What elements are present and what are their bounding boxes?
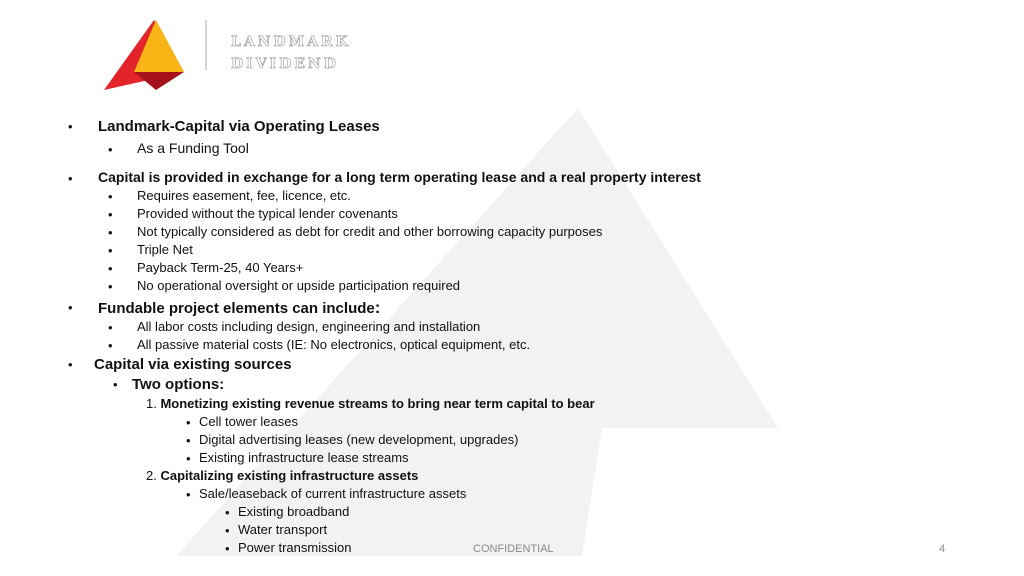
bullet-icon: • (186, 415, 191, 430)
bullet-icon: • (108, 279, 113, 294)
page-number: 4 (939, 543, 946, 555)
bullet-icon: • (108, 243, 113, 258)
option-2-label: Capitalizing existing infrastructure assets (160, 468, 419, 483)
brand-line-2: DIVIDEND (231, 56, 339, 72)
section-2-title: Capital is provided in exchange for a long term operating lease and a real property interest (98, 169, 701, 185)
bullet-icon: • (68, 119, 73, 134)
footer-confidential: CONFIDENTIAL (473, 543, 554, 555)
option-2 (146, 469, 418, 482)
bullet-icon: • (68, 357, 73, 372)
section-4-subtitle: Two options: (132, 376, 225, 393)
bullet-icon: • (108, 207, 113, 222)
list-item: Not typically considered as debt for credit and other borrowing capacity purposes (137, 224, 603, 239)
bullet-icon: • (113, 377, 118, 392)
list-item: Existing broadband (238, 504, 350, 519)
list-item: Sale/leaseback of current infrastructure assets (199, 486, 467, 501)
list-item: Provided without the typical lender covenants (137, 206, 398, 221)
bullet-icon: • (108, 261, 113, 276)
logo-triangle-icon (104, 18, 204, 94)
bullet-icon: • (108, 142, 113, 157)
option-1-number: 1. (146, 396, 157, 411)
option-1 (146, 397, 595, 410)
list-item: Payback Term-25, 40 Years+ (137, 260, 304, 275)
list-item: Digital advertising leases (new development, upgrades) (199, 432, 519, 447)
list-item: All passive material costs (IE: No electronics, optical equipment, etc. (137, 337, 531, 352)
list-item: All labor costs including design, engineering and installation (137, 319, 481, 334)
bullet-icon: • (225, 541, 230, 556)
bullet-icon: • (68, 300, 73, 315)
logo-divider (205, 20, 207, 70)
section-4-title: Capital via existing sources (94, 356, 292, 373)
bullet-icon: • (108, 189, 113, 204)
bullet-icon: • (225, 505, 230, 520)
bullet-icon: • (186, 433, 191, 448)
list-item: Requires easement, fee, licence, etc. (137, 188, 351, 203)
section-1-subtitle: As a Funding Tool (137, 140, 249, 156)
bullet-icon: • (186, 451, 191, 466)
section-3-title (98, 299, 380, 316)
bullet-icon: • (108, 338, 113, 353)
list-item: No operational oversight or upside participation required (137, 278, 461, 293)
section-3-title-text: Fundable project elements can include (98, 300, 375, 317)
bullet-icon: • (225, 523, 230, 538)
section-1-title: Landmark-Capital via Operating Leases (98, 118, 380, 135)
bullet-icon: • (108, 225, 113, 240)
list-item: Triple Net (137, 242, 193, 257)
list-item: Cell tower leases (199, 414, 298, 429)
bullet-icon: • (68, 171, 73, 186)
list-item: Power transmission (238, 540, 352, 555)
section-3-colon: : (374, 298, 381, 317)
option-2-number: 2. (146, 468, 157, 483)
bullet-icon: • (186, 487, 191, 502)
list-item: Water transport (238, 522, 328, 537)
brand-line-1: LANDMARK (231, 34, 351, 50)
option-1-label: Monetizing existing revenue streams to bring near term capital to bear (160, 396, 595, 411)
bullet-icon: • (108, 320, 113, 335)
list-item: Existing infrastructure lease streams (199, 450, 409, 465)
